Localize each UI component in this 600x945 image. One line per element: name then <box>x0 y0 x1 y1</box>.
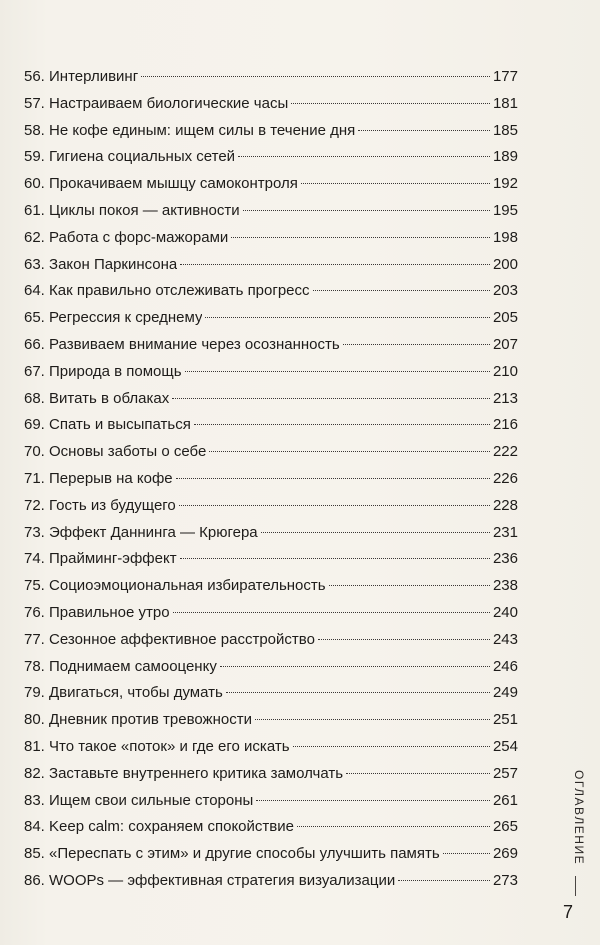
toc-entry <box>24 91 518 118</box>
toc-entry <box>24 278 518 305</box>
page-number: 7 <box>562 902 573 922</box>
dot-leader <box>194 424 490 425</box>
section-label: ОГЛАВЛЕНИЕ <box>572 770 586 866</box>
toc-entry-title: 78. Поднимаем самооценку <box>24 657 217 675</box>
toc-entry-page: 185 <box>492 121 518 139</box>
dot-leader <box>226 692 490 693</box>
toc-entry-page: 198 <box>492 228 518 246</box>
toc-entry-title: 64. Как правильно отслеживать прогресс <box>24 282 310 300</box>
toc-entry-title: 85. «Переспать с этим» и другие способы улучшить память <box>24 845 440 863</box>
toc-entry-title: 73. Эффект Даннинга — Крюгера <box>24 523 258 541</box>
dot-leader <box>346 773 490 774</box>
dot-leader <box>293 746 490 747</box>
toc-entry <box>24 118 518 145</box>
toc-entry <box>24 171 518 198</box>
toc-entry <box>24 627 518 654</box>
toc-entry-page: 200 <box>492 255 518 273</box>
dot-leader <box>255 719 490 720</box>
toc-entry-page: 257 <box>492 764 518 782</box>
toc-entry-page: 192 <box>492 175 518 193</box>
toc-entry <box>24 761 518 788</box>
toc-entry-page: 240 <box>492 603 518 621</box>
dot-leader <box>179 505 490 506</box>
toc-entry-page: 236 <box>492 550 518 568</box>
toc-entry <box>24 734 518 761</box>
dot-leader <box>313 290 490 291</box>
toc-entry-title: 80. Дневник против тревожности <box>24 711 252 729</box>
dot-leader <box>261 532 490 533</box>
toc-entry-title: 62. Работа с форс-мажорами <box>24 228 229 246</box>
dot-leader <box>443 853 490 854</box>
toc-entry-page: 189 <box>492 148 518 166</box>
toc-entry-title: 82. Заставьте внутреннего критика замолчать <box>24 764 344 782</box>
toc-entry-page: 251 <box>492 711 518 729</box>
dot-leader <box>173 612 490 613</box>
toc-entry-page: 181 <box>492 94 518 112</box>
toc-entry-page: 222 <box>492 443 518 461</box>
toc-entry-page: 203 <box>492 282 518 300</box>
toc-entry <box>24 814 518 841</box>
dot-leader <box>291 103 490 104</box>
toc-entry-title: 70. Основы заботы о себе <box>24 443 207 461</box>
toc-entry <box>24 198 518 225</box>
dot-leader <box>231 237 490 238</box>
dot-leader <box>180 558 490 559</box>
toc-entry <box>24 600 518 627</box>
toc-entry-title: 66. Развиваем внимание через осознанность <box>24 335 340 353</box>
toc-entry <box>24 788 518 815</box>
dot-leader <box>318 639 490 640</box>
toc-entry-page: 231 <box>492 523 518 541</box>
toc-entry-page: 254 <box>492 737 518 755</box>
dot-leader <box>180 264 490 265</box>
toc-entry-page: 226 <box>492 469 518 487</box>
toc-entry-title: 67. Природа в помощь <box>24 362 182 380</box>
toc-entry-title: 58. Не кофе единым: ищем силы в течение дня <box>24 121 356 139</box>
toc-entry-page: 269 <box>492 845 518 863</box>
toc-entry <box>24 520 518 547</box>
toc-entry <box>24 64 518 91</box>
toc-entry <box>24 225 518 252</box>
dot-leader <box>205 317 489 318</box>
toc-entry-title: 75. Социоэмоциональная избирательность <box>24 577 326 595</box>
toc-entry-page: 205 <box>492 309 518 327</box>
toc-entry-title: 63. Закон Паркинсона <box>24 255 178 273</box>
toc-entry-title: 56. Интерливинг <box>24 68 139 85</box>
section-divider <box>575 876 576 896</box>
toc-entry-page: 195 <box>492 201 518 219</box>
toc-entry-title: 72. Гость из будущего <box>24 496 176 514</box>
toc-entry <box>24 841 518 868</box>
toc-entry-title: 74. Прайминг-эффект <box>24 550 177 568</box>
toc-entry <box>24 466 518 493</box>
toc-entry-page: 265 <box>492 818 518 836</box>
dot-leader <box>329 585 490 586</box>
dot-leader <box>185 371 490 372</box>
dot-leader <box>398 880 490 881</box>
dot-leader <box>358 130 490 131</box>
dot-leader <box>176 478 490 479</box>
toc-entry-title: 76. Правильное утро <box>24 603 170 621</box>
toc-entry <box>24 546 518 573</box>
toc-entry-page: 210 <box>492 362 518 380</box>
toc-entry <box>24 305 518 332</box>
dot-leader <box>172 398 490 399</box>
toc-entry <box>24 573 518 600</box>
dot-leader <box>256 800 490 801</box>
toc-entry <box>24 332 518 359</box>
dot-leader <box>220 666 490 667</box>
toc-entry-title: 65. Регрессия к среднему <box>24 309 203 327</box>
toc-entry <box>24 252 518 279</box>
dot-leader <box>297 826 490 827</box>
toc-entry-page: 246 <box>492 657 518 675</box>
toc-entry <box>24 493 518 520</box>
toc-entry-title: 68. Витать в облаках <box>24 389 170 407</box>
toc-entry-title: 84. Keep calm: сохраняем спокойствие <box>24 818 294 836</box>
toc-entry-page: 249 <box>492 684 518 702</box>
dot-leader <box>343 344 490 345</box>
table-of-contents <box>24 64 518 895</box>
toc-entry <box>24 868 518 895</box>
toc-entry-page: 261 <box>492 791 518 809</box>
toc-entry-page: 228 <box>492 496 518 514</box>
toc-entry <box>24 707 518 734</box>
toc-entry-title: 71. Перерыв на кофе <box>24 469 173 487</box>
toc-entry-title: 61. Циклы покоя — активности <box>24 201 240 219</box>
toc-entry-title: 77. Сезонное аффективное расстройство <box>24 630 315 648</box>
toc-entry-title: 86. WOOPs — эффективная стратегия визуализации <box>24 871 396 889</box>
toc-entry-title: 79. Двигаться, чтобы думать <box>24 684 223 702</box>
dot-leader <box>141 76 490 77</box>
toc-entry-title: 83. Ищем свои сильные стороны <box>24 791 254 809</box>
dot-leader <box>301 183 490 184</box>
toc-entry-title: 59. Гигиена социальных сетей <box>24 148 236 166</box>
toc-entry <box>24 386 518 413</box>
toc-entry-page: 216 <box>492 416 518 434</box>
toc-entry-title: 81. Что такое «поток» и где его искать <box>24 737 290 755</box>
dot-leader <box>238 156 490 157</box>
toc-entry-page: 177 <box>492 68 518 85</box>
toc-entry-title: 57. Настраиваем биологические часы <box>24 94 289 112</box>
toc-entry <box>24 654 518 681</box>
dot-leader <box>243 210 490 211</box>
toc-entry <box>24 144 518 171</box>
toc-entry-title: 69. Спать и высыпаться <box>24 416 191 434</box>
toc-entry <box>24 680 518 707</box>
toc-entry <box>24 359 518 386</box>
toc-entry <box>24 412 518 439</box>
toc-entry-page: 207 <box>492 335 518 353</box>
toc-entry <box>24 439 518 466</box>
toc-entry-page: 213 <box>492 389 518 407</box>
toc-entry-page: 243 <box>492 630 518 648</box>
toc-entry-page: 273 <box>492 871 518 889</box>
toc-entry-title: 60. Прокачиваем мышцу самоконтроля <box>24 175 298 193</box>
toc-entry-page: 238 <box>492 577 518 595</box>
dot-leader <box>209 451 490 452</box>
